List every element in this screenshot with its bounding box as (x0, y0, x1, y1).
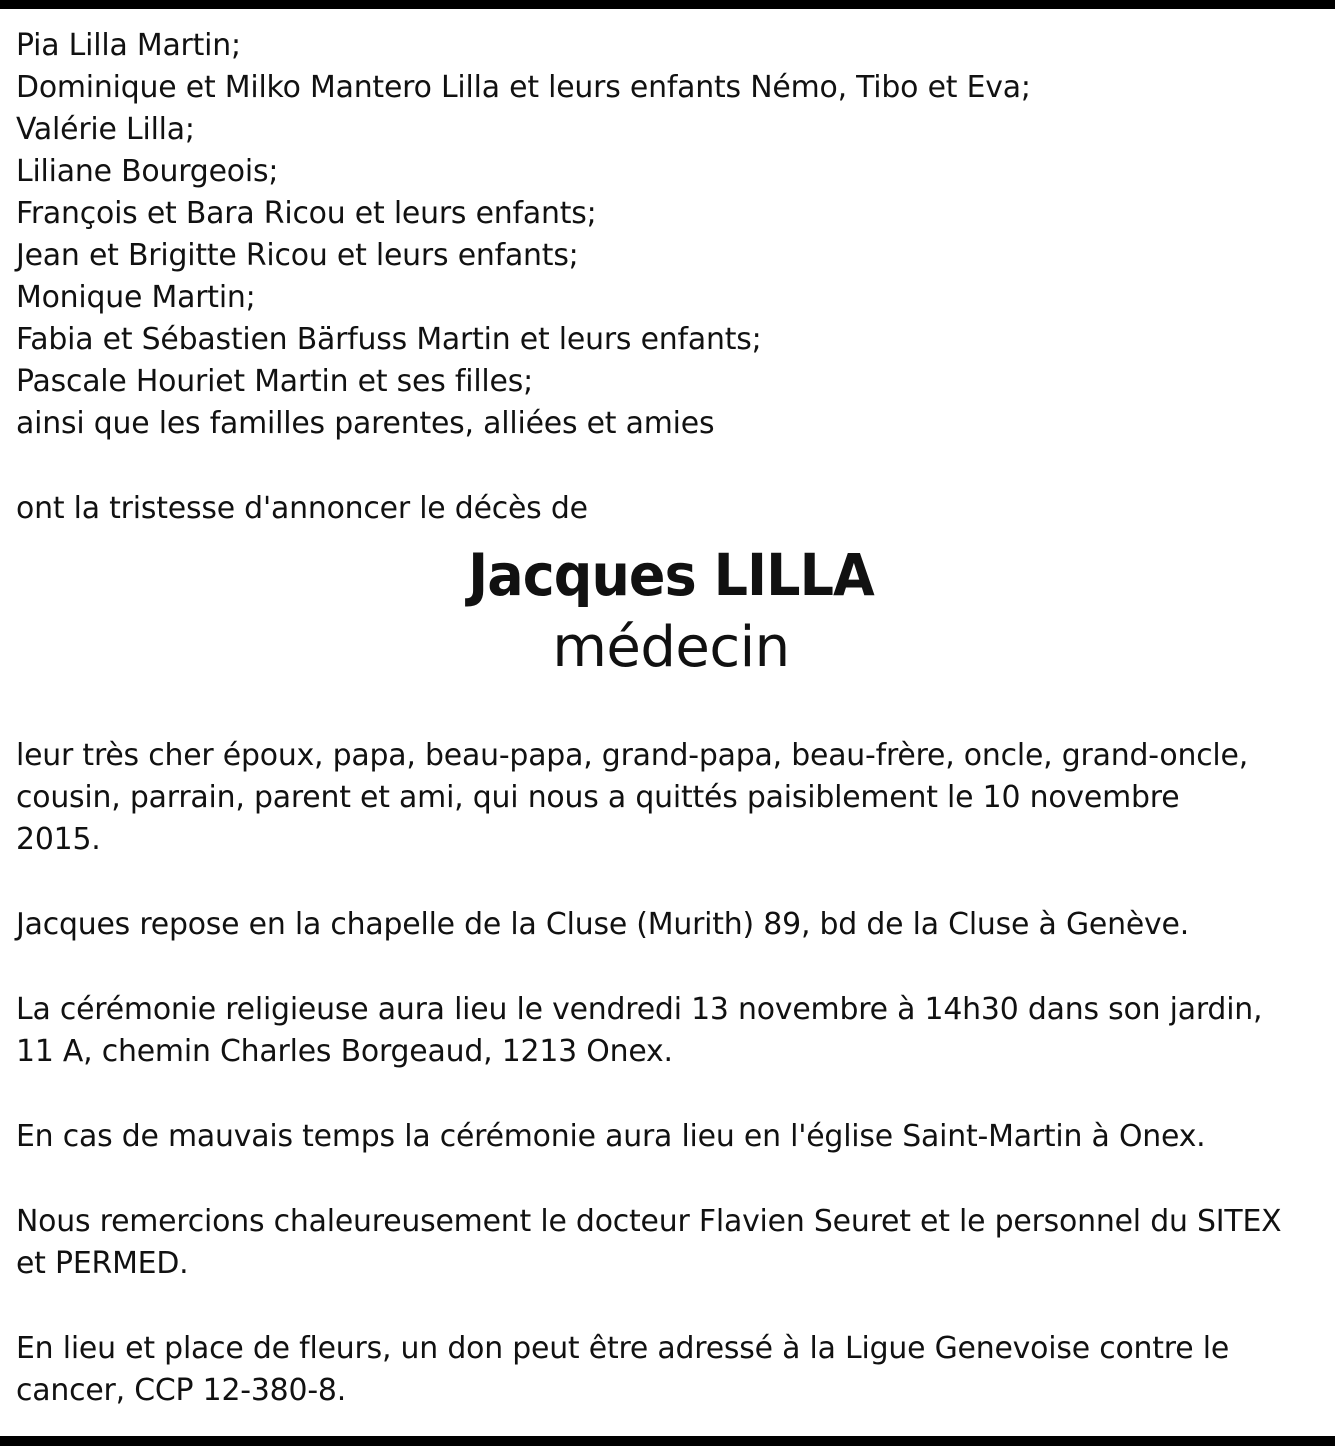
spacer (16, 946, 1326, 989)
paragraph-line: Nous remercions chaleureusement le docteur Flavien Seuret et le personnel du SITEX (16, 1204, 1282, 1239)
spacer (16, 1073, 1326, 1116)
spacer (16, 445, 1326, 488)
family-line: Pascale Houriet Martin et ses filles; (16, 364, 533, 399)
top-border-rule (0, 0, 1335, 9)
spacer (16, 1285, 1326, 1328)
family-line: ainsi que les familles parentes, alliées et amies (16, 406, 715, 441)
paragraph-line: En cas de mauvais temps la cérémonie aura lieu en l'église Saint-Martin à Onex. (16, 1119, 1206, 1154)
ceremony-paragraph (16, 989, 1326, 1073)
spacer (16, 1158, 1326, 1201)
paragraph-line: leur très cher époux, papa, beau-papa, grand-papa, beau-frère, oncle, grand-oncle, (16, 738, 1249, 773)
spacer (16, 861, 1326, 904)
paragraph-line: 11 A, chemin Charles Borgeaud, 1213 Onex. (16, 1034, 673, 1069)
paragraph-line: En lieu et place de fleurs, un don peut être adressé à la Ligue Genevoise contre le (16, 1331, 1230, 1366)
family-line: Valérie Lilla; (16, 112, 195, 147)
paragraph-line: Jacques repose en la chapelle de la Cluse (Murith) 89, bd de la Cluse à Genève. (16, 907, 1190, 942)
paragraph-line: et PERMED. (16, 1246, 189, 1281)
family-line: Monique Martin; (16, 280, 256, 315)
thanks-paragraph (16, 1201, 1326, 1285)
family-line: François et Bara Ricou et leurs enfants; (16, 196, 597, 231)
obituary-notice (16, 25, 1326, 1412)
paragraph-line: cancer, CCP 12-380-8. (16, 1373, 347, 1408)
family-line: Pia Lilla Martin; (16, 28, 241, 63)
family-line: Liliane Bourgeois; (16, 154, 279, 189)
announcement-text: ont la tristesse d'annoncer le décès de (16, 491, 588, 526)
deceased-name: Jacques LILLA (468, 541, 874, 609)
family-line: Fabia et Sébastien Bärfuss Martin et leurs enfants; (16, 322, 762, 357)
family-list (16, 25, 1326, 445)
family-line: Jean et Brigitte Ricou et leurs enfants; (16, 238, 579, 273)
donation-paragraph (16, 1328, 1326, 1412)
paragraph-line: 2015. (16, 822, 101, 857)
weather-paragraph (16, 1116, 1326, 1158)
deceased-profession: médecin (552, 615, 790, 680)
paragraph-line: cousin, parrain, parent et ami, qui nous a quittés paisiblement le 10 novembre (16, 780, 1180, 815)
tribute-paragraph (16, 735, 1326, 861)
paragraph-line: La cérémonie religieuse aura lieu le vendredi 13 novembre à 14h30 dans son jardin, (16, 992, 1263, 1027)
repose-paragraph (16, 904, 1326, 946)
bottom-border-rule (0, 1436, 1335, 1446)
family-line: Dominique et Milko Mantero Lilla et leurs enfants Némo, Tibo et Eva; (16, 70, 1031, 105)
